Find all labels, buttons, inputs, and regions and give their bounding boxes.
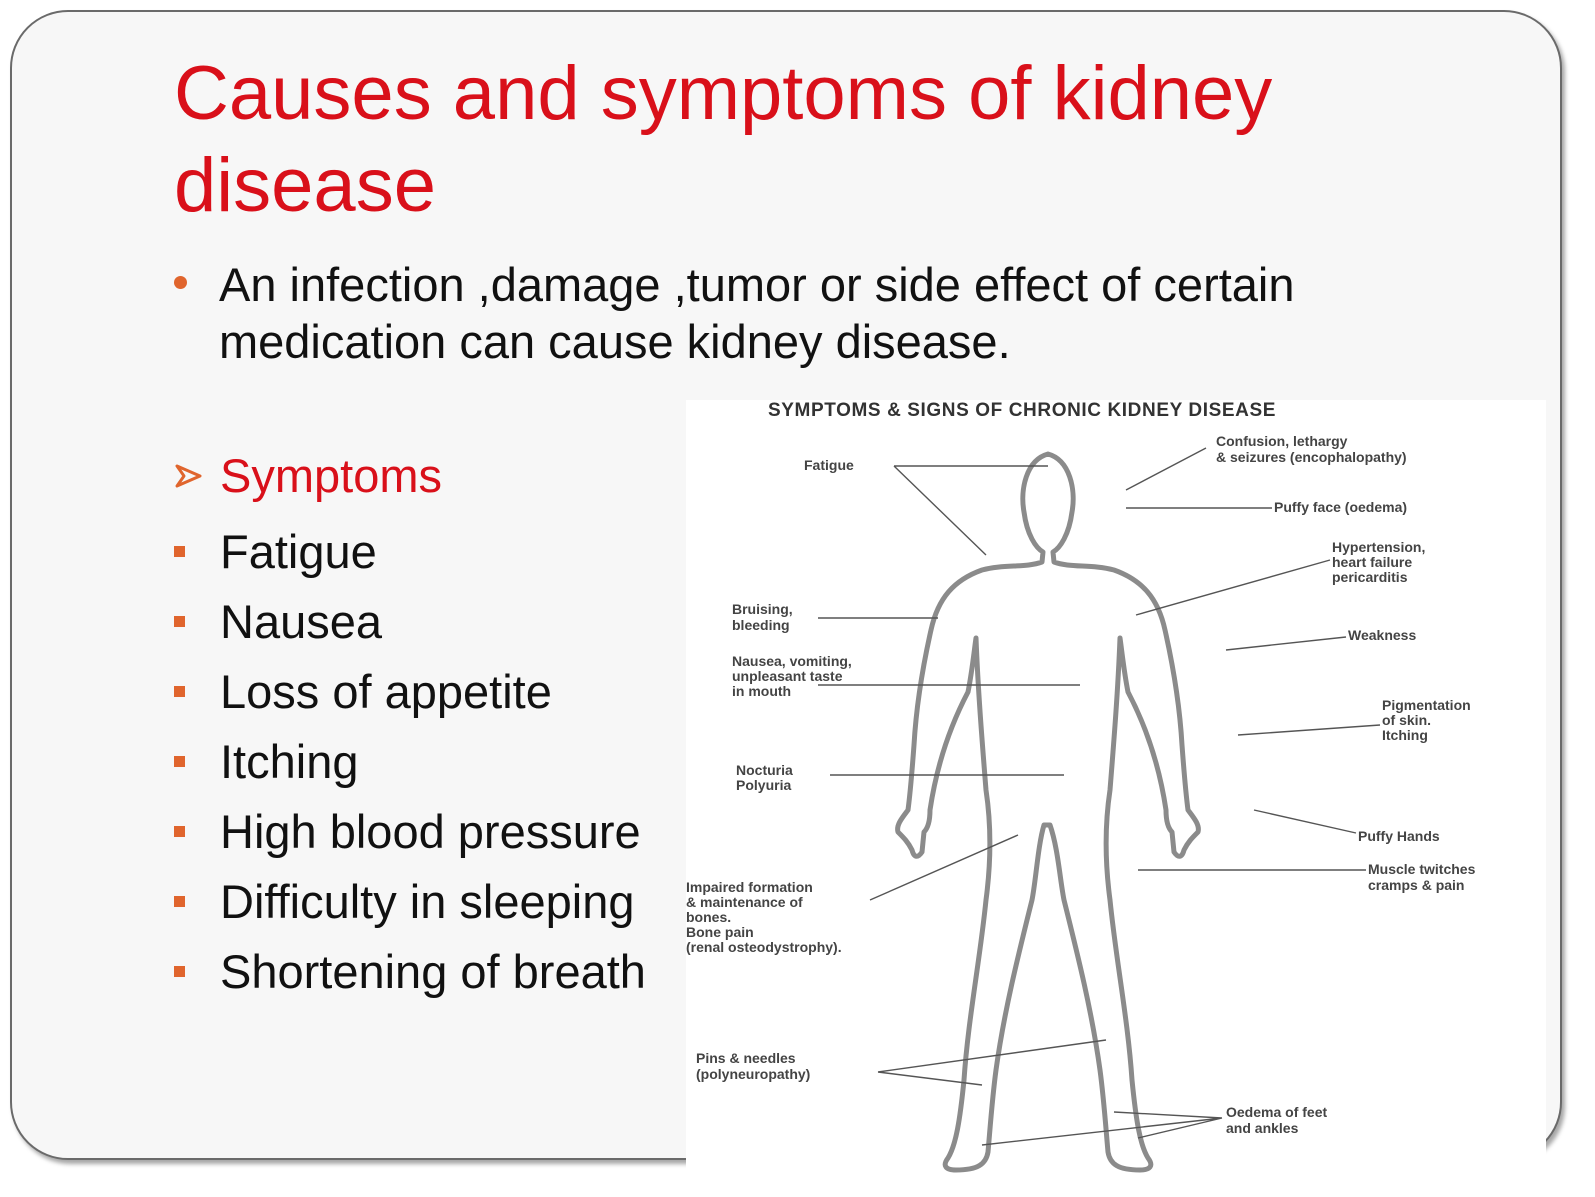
- square-bullet-icon: [174, 616, 185, 627]
- symptom-text: High blood pressure: [220, 804, 641, 858]
- label-hypertension: pericarditis: [1332, 569, 1408, 585]
- label-muscle: cramps & pain: [1368, 877, 1465, 893]
- label-bone: (renal osteodystrophy).: [686, 939, 842, 955]
- leader-line-weakness: [1226, 637, 1346, 650]
- leader-line-confusion: [1126, 448, 1206, 490]
- ckd-diagram: [686, 400, 1546, 1197]
- label-bone: Bone pain: [686, 924, 754, 940]
- label-bone: & maintenance of: [686, 894, 803, 910]
- leader-line-oedema: [982, 1112, 1222, 1145]
- label-hypertension: heart failure: [1332, 554, 1413, 570]
- square-bullet-icon: [174, 966, 185, 977]
- label-confusion: & seizures (encophalopathy): [1216, 449, 1407, 465]
- symptom-text: Fatigue: [220, 524, 377, 578]
- leader-line-pins: [878, 1040, 1106, 1085]
- label-fatigue: Fatigue: [804, 457, 854, 473]
- symptom-text: Nausea: [220, 594, 382, 648]
- label-pigmentation: Pigmentation: [1382, 697, 1471, 713]
- ckd-diagram-svg: [686, 400, 1546, 1197]
- label-confusion: Confusion, lethargy: [1216, 433, 1348, 449]
- label-weakness: Weakness: [1348, 627, 1417, 643]
- square-bullet-icon: [174, 826, 185, 837]
- label-pigmentation: of skin.: [1382, 712, 1432, 728]
- label-hypertension: Hypertension,: [1332, 539, 1426, 555]
- square-bullet-icon: [174, 546, 185, 557]
- label-muscle: Muscle twitches: [1368, 861, 1476, 877]
- symptom-item: [174, 936, 646, 1006]
- symptom-item: [174, 796, 646, 866]
- symptom-text: Itching: [220, 734, 359, 788]
- label-nocturia: Polyuria: [736, 777, 792, 793]
- intro-bullet: [174, 256, 1469, 370]
- symptom-text: Loss of appetite: [220, 664, 552, 718]
- symptoms-heading-label: Symptoms: [220, 449, 442, 502]
- leader-line-puffy-hands: [1254, 810, 1356, 833]
- label-nausea: in mouth: [732, 683, 792, 699]
- leader-line-pigmentation: [1238, 725, 1380, 735]
- label-puffy-face: Puffy face (oedema): [1274, 499, 1408, 515]
- arrowhead-bullet-icon: [174, 461, 204, 491]
- label-bone: Impaired formation: [686, 879, 813, 895]
- label-bruising: bleeding: [732, 617, 790, 633]
- leader-line-hypertension: [1136, 560, 1330, 615]
- label-nausea: Nausea, vomiting,: [732, 653, 852, 669]
- symptom-item: [174, 586, 646, 656]
- symptom-text: Difficulty in sleeping: [220, 874, 635, 928]
- diagram-title: SYMPTOMS & SIGNS OF CHRONIC KIDNEY DISEASE: [768, 400, 1277, 421]
- square-bullet-icon: [174, 686, 185, 697]
- slide-title: Causes and symptoms of kidney disease: [174, 51, 1273, 228]
- leader-line-bone: [870, 835, 1018, 900]
- label-pins: Pins & needles: [696, 1050, 796, 1066]
- symptom-list: [174, 516, 646, 1006]
- label-oedema: Oedema of feet: [1226, 1104, 1328, 1120]
- round-bullet-icon: [174, 276, 187, 289]
- symptom-item: [174, 656, 646, 726]
- intro-bullet-text: An infection ,damage ,tumor or side effect of certain medication can cause kidney disease.: [219, 258, 1295, 368]
- label-puffy-hands: Puffy Hands: [1358, 828, 1440, 844]
- symptom-text: Shortening of breath: [220, 944, 646, 998]
- symptoms-heading: [174, 448, 442, 503]
- square-bullet-icon: [174, 896, 185, 907]
- symptom-item: [174, 516, 646, 586]
- square-bullet-icon: [174, 756, 185, 767]
- label-bruising: Bruising,: [732, 601, 793, 617]
- label-pins: (polyneuropathy): [696, 1066, 811, 1082]
- label-pigmentation: Itching: [1382, 727, 1428, 743]
- label-oedema: and ankles: [1226, 1120, 1299, 1136]
- symptom-item: [174, 866, 646, 936]
- label-bone: bones.: [686, 909, 732, 925]
- label-nausea: unpleasant taste: [732, 668, 843, 684]
- symptom-item: [174, 726, 646, 796]
- label-nocturia: Nocturia: [736, 762, 793, 778]
